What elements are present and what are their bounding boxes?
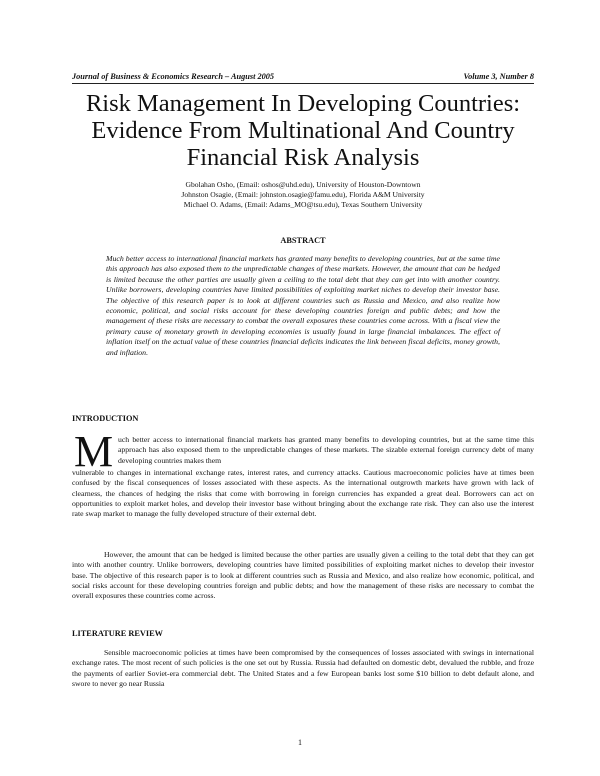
author-line: Johnston Osagie, (Email: johnston.osagie@famu.edu), Florida A&M University: [181, 190, 425, 199]
running-header: [72, 72, 534, 82]
page-number: 1: [298, 738, 302, 747]
header-rule: [72, 83, 534, 84]
abstract-heading: ABSTRACT: [280, 236, 326, 245]
introduction-continued: [72, 468, 534, 519]
introduction-wrapped-text: uch better access to international financial markets has granted many benefits to developing countries, but at the same time this approach has also exposed them to the unpredictable changes of these markets. The sizable external foreign currency debt of many developing countries makes them: [118, 435, 534, 465]
introduction-paragraph-2: However, the amount that can be hedged is limited because the other parties are usually given a ceiling to the total debt that they can get into with another country. Unlike borrowers, developing countries have limited possibilities of exploiting market niches to develop their investor base. The objective of this research paper is to look at different countries such as Russia and Mexico, and also realize how economic, political, and social risks account for these developing countries foreign and public debts; and how the management of these risks are necessary to combat the overall exposures these countries come across.: [72, 550, 534, 601]
introduction-opening: [118, 435, 534, 466]
drop-cap-letter: M: [74, 427, 114, 476]
abstract-text: Much better access to international financial markets has granted many benefits to developing countries, but at the same time this approach has also exposed them to the unpredictable changes of these markets. However, the amount that can be hedged is limited because the other parties are usually given a ceiling to the total debt that they can get into with another country. Unlike borrowers, developing countries have limited possibilities of exploiting market niches to develop their investor base. The objective of this research paper is to look at different countries such as Russia and Mexico, and also realize how economic, political, and social risks account for these developing countries foreign and public debts; and how the management of these risks are necessary to combat the overall exposures these countries come across. With a fiscal view the primary cause of monetary growth in developing economies is usually found in large financial imbalances. The effect of inflation itself on the actual value of these countries financial deficits indicates the link between fiscal deficits, money growth, and inflation.: [106, 254, 500, 357]
introduction-continued-text: vulnerable to changes in international exchange rates, interest rates, and currency attacks. Cautious macroeconomic policies have at times been confused by the fiscal consequences of losses associated with these aspects. As the international outgrowth markets have grown with lack of clearness, the chances of hedging the risks that come with borrowing in foreign currencies has expanded a great deal. Borrowers can act on opportunities to exploit market holes, and develop their investor base without bringing about the exchange rate risk. They can also use the interest rate swap market to manage the fully developed structure of their external debt.: [72, 468, 534, 519]
introduction-heading: INTRODUCTION: [72, 414, 139, 423]
author-line: Gbolahan Osho, (Email: oshos@uhd.edu), University of Houston-Downtown: [185, 180, 421, 189]
literature-review-paragraph: Sensible macroeconomic policies at times have been compromised by the consequences of losses associated with swings in international exchange rates. The most recent of such policies is the one set out by Russia. Russia had defaulted on domestic debt, devalued the rubble, and froze the payments of earlier Soviet-era commercial debt. The United States and a few European banks lost some $10 billion to debt default alone, and swore to never go near Russia: [72, 648, 534, 688]
literature-review-heading: LITERATURE REVIEW: [72, 629, 163, 638]
author-line: Michael O. Adams, (Email: Adams_MO@tsu.edu), Texas Southern University: [183, 200, 423, 209]
journal-name: Journal of Business & Economics Research – August 2005: [72, 72, 275, 81]
drop-cap: [74, 427, 114, 476]
paper-title: Risk Management In Developing Countries: Evidence From Multinational And Country Financial Risk Analysis: [85, 90, 521, 171]
volume-number: Volume 3, Number 8: [463, 72, 534, 81]
author-list: [110, 180, 496, 210]
